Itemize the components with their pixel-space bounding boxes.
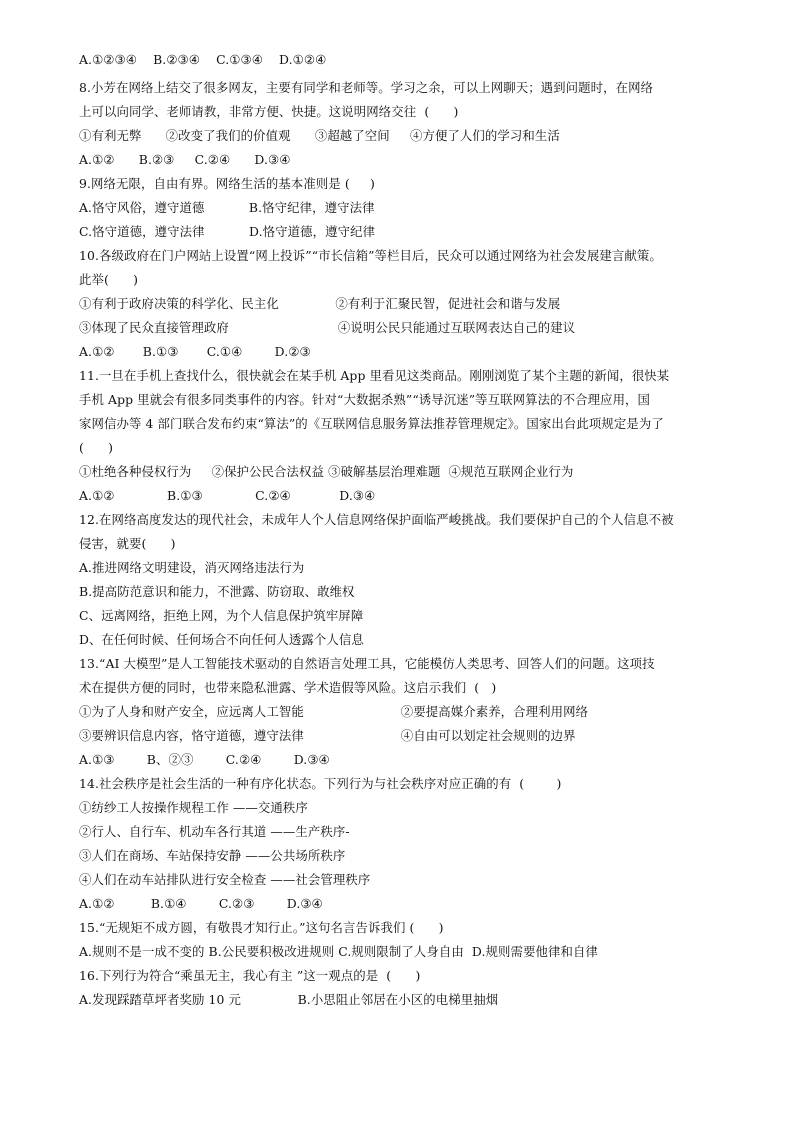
q8-statements: ①有利无弊 ②改变了我们的价值观 ③超越了空间 ④方便了人们的学习和生活: [79, 128, 560, 143]
q15-options: A.规则不是一成不变的 B.公民要积极改进规则 C.规则限制了人身自由 D.规则需要他律和自律: [79, 944, 598, 959]
q10-statements-34: ③体现了民众直接管理政府 ④说明公民只能通过互联网表达自己的建议: [79, 320, 576, 335]
q13-stem-line-2: 术在提供方便的同时，也带来隐私泄露、学术造假等风险。这启示我们 ( ): [79, 680, 497, 695]
q14-options: A.①② B.①④ C.②③ D.③④: [79, 896, 323, 911]
q8-options: A.①② B.②③ C.②④ D.③④: [79, 152, 291, 167]
q15-stem: 15.“无规矩不成方圆，有敬畏才知行止。”这句名言告诉我们 ( ): [79, 920, 444, 935]
q12-stem-line-2: 侵害，就要( ): [79, 536, 176, 551]
q9-stem: 9.网络无限，自由有界。网络生活的基本准则是 ( ): [79, 176, 375, 191]
q10-statements-12: ①有利于政府决策的科学化、民主化 ②有利于汇聚民智，促进社会和谐与发展: [79, 296, 561, 311]
q12-option-d: D、在任何时候、任何场合不向任何人透露个人信息: [79, 632, 364, 647]
q13-stem-line-1: 13.“ΑI 大模型”是人工智能技术驱动的自然语言处理工具，它能模仿人类思考、回答人们的问题。这项技: [79, 656, 655, 671]
q14-statement-2: ②行人、自行车、机动车各行其道 ——生产秩序-: [79, 824, 350, 839]
q16-options-ab: A.发现踩踏草坪者奖励 10 元 B.小思阻止邻居在小区的电梯里抽烟: [79, 992, 499, 1007]
q8-stem-line-1: 8.小芳在网络上结交了很多网友，主要有同学和老师等。学习之余，可以上网聊天；遇到问题时，在网络: [79, 80, 654, 95]
q11-stem-line-1: 11.一旦在手机上查找什么，很快就会在某手机 App 里看见这类商品。刚刚浏览了某个主题的新闻，很快某: [79, 368, 670, 383]
q12-stem-line-1: 12.在网络高度发达的现代社会，未成年人个人信息网络保护面临严峻挑战。我们要保护自己的个人信息不被: [79, 512, 674, 527]
q14-stem: 14.社会秩序是社会生活的一种有序化状态。下列行为与社会秩序对应正确的有 ( ): [79, 776, 562, 791]
q13-statements-12: ①为了人身和财产安全，应远离人工智能 ②要提高媒介素养，合理利用网络: [79, 704, 589, 719]
q10-options: A.①② B.①③ C.①④ D.②③: [79, 344, 311, 359]
q11-stem-line-2: 手机 App 里就会有很多同类事件的内容。针对“大数据杀熟”“诱导沉迷”等互联网算法的不合理应用，国: [79, 392, 651, 407]
q10-stem-line-2: 此举( ): [79, 272, 139, 287]
q12-option-a: A.推进网络文明建设，消灭网络违法行为: [79, 560, 305, 575]
q12-option-c: C、远离网络，拒绝上网，为个人信息保护筑牢屏障: [79, 608, 364, 623]
q11-options: A.①② B.①③ C.②④ D.③④: [79, 488, 376, 503]
q13-statements-34: ③要辨识信息内容，恪守道德，遵守法律 ④自由可以划定社会规则的边界: [79, 728, 576, 743]
q12-option-b: B.提高防范意识和能力，不泄露、防窃取、敢维权: [79, 584, 355, 599]
q11-stem-line-4: ( ): [79, 440, 114, 455]
q13-options: A.①③ B、②③ C.②④ D.③④: [79, 752, 330, 767]
q11-stem-line-3: 家网信办等 4 部门联合发布约束“算法”的《互联网信息服务算法推荐管理规定》。国家出台此项规定是为了: [79, 416, 664, 431]
q7-options: A.①②③④ B.②③④ C.①③④ D.①②④: [79, 52, 327, 67]
q9-options-ab: A.恪守风俗，遵守道德 B.恪守纪律，遵守法律: [79, 200, 375, 215]
q14-statement-1: ①纺纱工人按操作规程工作 ——交通秩序: [79, 800, 308, 815]
q8-stem-line-2: 上可以向同学、老师请教，非常方便、快捷。这说明网络交往 ( ): [79, 104, 459, 119]
q14-statement-3: ③人们在商场、车站保持安静 ——公共场所秩序: [79, 848, 346, 863]
q11-statements: ①杜绝各种侵权行为 ②保护公民合法权益 ③破解基层治理难题 ④规范互联网企业行为: [79, 464, 574, 479]
q9-options-cd: C.恪守道德，遵守法律 D.恪守道德，遵守纪律: [79, 224, 376, 239]
q10-stem-line-1: 10.各级政府在门户网站上设置“网上投诉”“市长信箱”等栏目后，民众可以通过网络为社会发展建言献策。: [79, 248, 662, 263]
q14-statement-4: ④人们在动车站排队进行安全检查 ——社会管理秩序: [79, 872, 371, 887]
q16-stem: 16.下列行为符合“乘虽无主，我心有主 ”这一观点的是 ( ): [79, 968, 421, 983]
